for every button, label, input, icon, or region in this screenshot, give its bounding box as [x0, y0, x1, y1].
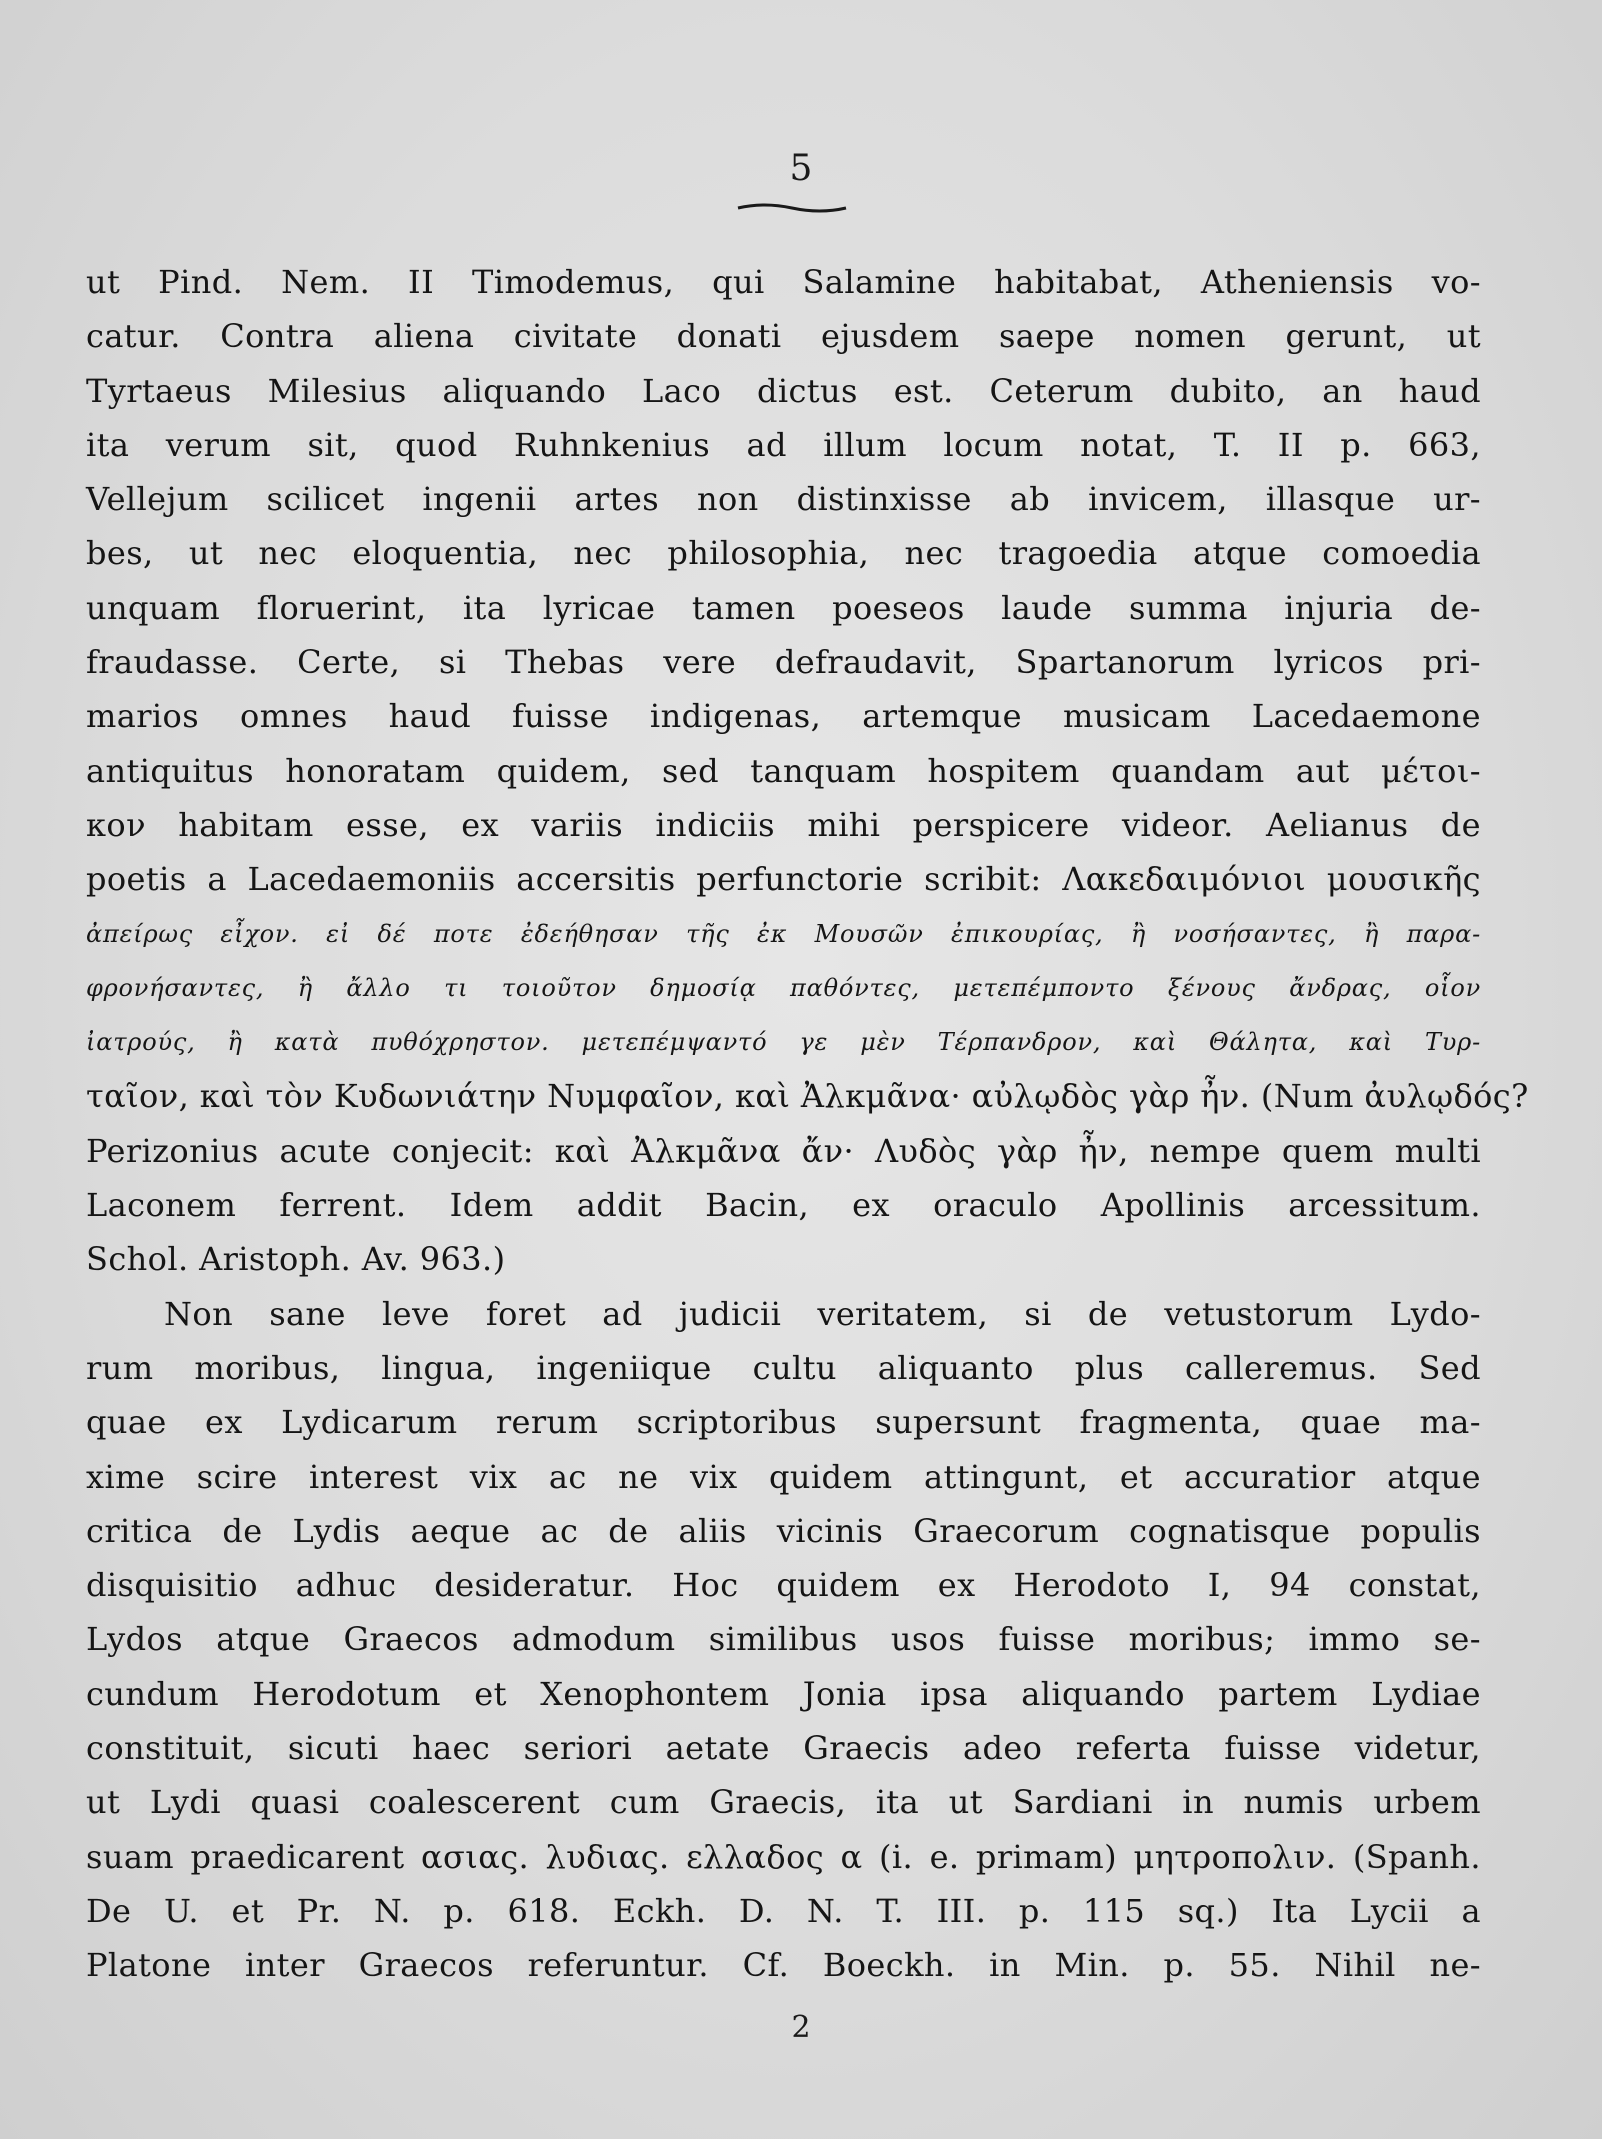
text-line: Tyrtaeus Milesius aliquando Laco dictus est. Ceterum dubito, an haud: [86, 371, 1481, 410]
text-line: fraudasse. Certe, si Thebas vere defraudavit, Spartanorum lyricos pri-: [86, 643, 1481, 682]
text-line: Schol. Aristoph. Av. 963.): [86, 1240, 506, 1279]
text-line: ταῖον, καὶ τὸν Κυδωνιάτην Νυμφαῖον, καὶ Ἀλκμᾶνα· αὐλῳδὸς γὰρ ἦν. (Num ἀυλῳδός?: [86, 1077, 1529, 1116]
text-line: antiquitus honoratam quidem, sed tanquam hospitem quandam aut μέτοι-: [86, 751, 1481, 790]
text-line: marios omnes haud fuisse indigenas, artemque musicam Lacedaemone: [86, 697, 1481, 736]
text-line: cundum Herodotum et Xenophontem Jonia ipsa aliquando partem Lydiae: [86, 1674, 1481, 1713]
text-line: catur. Contra aliena civitate donati ejusdem saepe nomen gerunt, ut: [86, 317, 1481, 356]
text-line: ut Lydi quasi coalescerent cum Graecis, ita ut Sardiani in numis urbem: [86, 1783, 1481, 1822]
greek-quote-line: ἀπείρως εἶχον. εἰ δέ ποτε ἐδεήθησαν τῆς ἐκ Μουσῶν ἐπικουρίας, ἢ νοσήσαντες, ἢ παρα-: [86, 919, 1481, 948]
text-line: critica de Lydis aeque ac de aliis vicinis Graecorum cognatisque populis: [86, 1511, 1481, 1550]
text-line: constituit, sicuti haec seriori aetate Graecis adeo referta fuisse videtur,: [86, 1729, 1481, 1768]
text-line: disquisitio adhuc desideratur. Hoc quidem ex Herodoto I, 94 constat,: [86, 1566, 1481, 1605]
text-line: κον habitam esse, ex variis indiciis mihi perspicere videor. Aelianus de: [86, 805, 1481, 844]
greek-quote-line: φρονήσαντες, ἢ ἄλλο τι τοιοῦτον δημοσίᾳ παθόντες, μετεπέμποντο ξένους ἄνδρας, οἷον: [86, 973, 1481, 1002]
text-line: Platone inter Graecos referuntur. Cf. Boeckh. in Min. p. 55. Nihil ne-: [86, 1946, 1481, 1985]
text-line: Vellejum scilicet ingenii artes non distinxisse ab invicem, illasque ur-: [86, 480, 1481, 519]
greek-quote-line: ἰατρούς, ἢ κατὰ πυθόχρηστον. μετεπέμψαντό γε μὲν Τέρπανδρον, καὶ Θάλητα, καὶ Τυρ-: [86, 1028, 1481, 1057]
text-line: ut Pind. Nem. II Timodemus, qui Salamine habitabat, Atheniensis vo-: [86, 263, 1481, 301]
text-line: bes, ut nec eloquentia, nec philosophia, nec tragoedia atque comoedia: [86, 534, 1481, 573]
text-line: rum moribus, lingua, ingeniique cultu aliquanto plus calleremus. Sed: [86, 1348, 1481, 1387]
text-line: ita verum sit, quod Ruhnkenius ad illum locum notat, T. II p. 663,: [86, 425, 1481, 464]
text-line: Perizonius acute conjecit: καὶ Ἀλκμᾶνα ἄν· Λυδὸς γὰρ ἦν, nempe quem multi: [86, 1131, 1481, 1170]
signature-mark: 2: [791, 2010, 811, 2045]
page-number-ornament: [736, 200, 848, 216]
text-line: De U. et Pr. N. p. 618. Eckh. D. N. T. III. p. 115 sq.) Ita Lycii a: [86, 1891, 1481, 1930]
text-line: xime scire interest vix ac ne vix quidem attingunt, et accuratior atque: [86, 1457, 1481, 1496]
text-line: unquam floruerint, ita lyricae tamen poeseos laude summa injuria de-: [86, 588, 1481, 627]
text-line: Lydos atque Graecos admodum similibus usos fuisse moribus; immo se-: [86, 1620, 1481, 1659]
paragraph-start-line: Non sane leve foret ad judicii veritatem, si de vetustorum Lydo-: [164, 1294, 1481, 1333]
page-number: 5: [789, 148, 813, 189]
text-line: suam praedicarent ασιας. λυδιας. ελλαδος α (i. e. primam) μητροπολιν. (Spanh.: [86, 1837, 1481, 1876]
text-line: Laconem ferrent. Idem addit Bacin, ex oraculo Apollinis arcessitum.: [86, 1186, 1481, 1225]
text-line: quae ex Lydicarum rerum scriptoribus supersunt fragmenta, quae ma-: [86, 1403, 1481, 1442]
text-line: poetis a Lacedaemoniis accersitis perfunctorie scribit: Λακεδαιμόνιοι μουσικῆς: [86, 860, 1481, 899]
body-text: [86, 255, 1529, 1993]
